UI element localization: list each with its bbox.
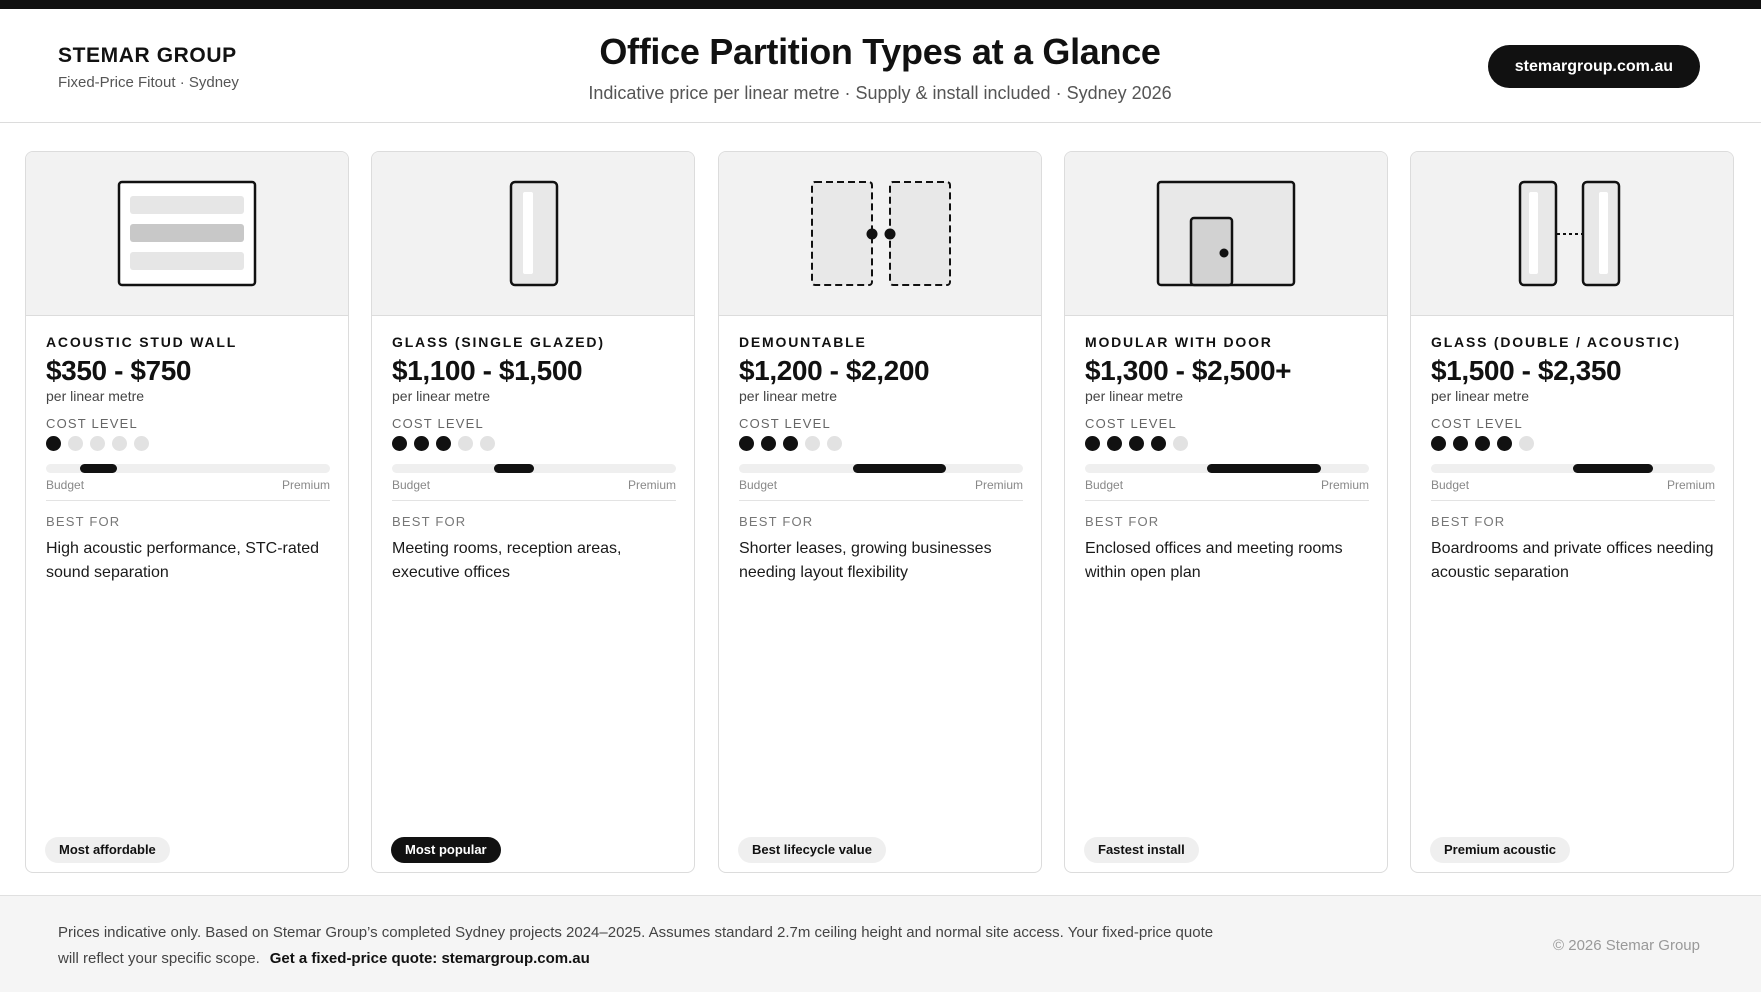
range-budget-label: Budget (1085, 478, 1124, 492)
cost-dot (1107, 436, 1122, 451)
price-range-fill (80, 464, 117, 473)
range-budget-label: Budget (46, 478, 85, 492)
cost-dot (134, 436, 149, 451)
range-premium-label: Premium (627, 478, 676, 492)
partition-card-demountable (718, 151, 1042, 873)
card-price-range: $1,100 - $1,500 (392, 355, 583, 386)
cost-level-dots (392, 436, 676, 452)
card-illustration-panel (372, 152, 694, 316)
best-for-label: BEST FOR (1085, 514, 1160, 529)
card-divider (739, 500, 1023, 501)
best-for-text: High acoustic performance, STC-rated sound separation (46, 540, 319, 581)
website-button[interactable]: stemargroup.com.au (1488, 45, 1700, 88)
cost-dot (436, 436, 451, 451)
price-range-fill (1207, 464, 1321, 473)
cost-dot (1173, 436, 1188, 451)
cost-dot (1475, 436, 1490, 451)
best-for-text: Shorter leases, growing businesses needing layout flexibility (739, 540, 992, 581)
range-premium-label: Premium (974, 478, 1023, 492)
cost-dot (827, 436, 842, 451)
card-badge: Fastest install (1084, 837, 1199, 863)
price-range-track (1085, 464, 1369, 473)
copyright-text: © 2026 Stemar Group (1553, 937, 1700, 954)
cost-dot (783, 436, 798, 451)
footer-quote-link[interactable]: Get a fixed-price quote: stemargroup.com.au (269, 950, 590, 967)
footer-disclaimer (58, 920, 1218, 972)
partition-card-modular-with-door (1064, 151, 1388, 873)
card-type-title: GLASS (DOUBLE / ACOUSTIC) (1431, 334, 1681, 350)
stud-wall-icon (26, 152, 349, 316)
cost-dot (805, 436, 820, 451)
range-budget-label: Budget (1431, 478, 1470, 492)
double-glass-icon (1411, 152, 1734, 316)
card-price-unit: per linear metre (46, 388, 145, 404)
range-premium-label: Premium (281, 478, 330, 492)
cost-level-label: COST LEVEL (1085, 416, 1177, 431)
range-premium-label: Premium (1666, 478, 1715, 492)
range-scale-labels (1431, 478, 1715, 494)
brand-tagline: Fixed-Price Fitout · Sydney (58, 74, 239, 91)
card-type-title: DEMOUNTABLE (739, 334, 867, 350)
card-body (46, 334, 330, 585)
card-price-range: $1,500 - $2,350 (1431, 355, 1622, 386)
brand-name: STEMAR GROUP (58, 44, 237, 67)
card-price-unit: per linear metre (739, 388, 838, 404)
price-range-track (1431, 464, 1715, 473)
cost-dot (68, 436, 83, 451)
cost-dot (1151, 436, 1166, 451)
card-body (1431, 334, 1715, 585)
card-divider (392, 500, 676, 501)
card-price-unit: per linear metre (1085, 388, 1184, 404)
partition-card-acoustic-stud-wall (25, 151, 349, 873)
cost-dot (1431, 436, 1446, 451)
cost-dot (1129, 436, 1144, 451)
card-badge: Best lifecycle value (738, 837, 886, 863)
cost-level-dots (46, 436, 330, 452)
card-type-title: ACOUSTIC STUD WALL (46, 334, 238, 350)
best-for-label: BEST FOR (392, 514, 467, 529)
card-badge: Most affordable (45, 837, 170, 863)
card-body (1085, 334, 1369, 585)
card-type-title: GLASS (SINGLE GLAZED) (392, 334, 605, 350)
cost-level-label: COST LEVEL (739, 416, 831, 431)
price-range-fill (494, 464, 534, 473)
cost-level-label: COST LEVEL (392, 416, 484, 431)
brand-block (58, 44, 239, 91)
card-body (739, 334, 1023, 585)
cost-level-label: COST LEVEL (46, 416, 138, 431)
card-body (392, 334, 676, 585)
price-range-fill (1573, 464, 1653, 473)
card-price-range: $1,200 - $2,200 (739, 355, 930, 386)
card-price-unit: per linear metre (1431, 388, 1530, 404)
cost-level-dots (1085, 436, 1369, 452)
cost-dot (414, 436, 429, 451)
cost-level-dots (739, 436, 1023, 452)
partition-card-glass-single (371, 151, 695, 873)
range-scale-labels (392, 478, 676, 494)
best-for-text: Meeting rooms, reception areas, executive offices (392, 540, 622, 581)
best-for-text: Enclosed offices and meeting rooms within open plan (1085, 540, 1343, 581)
card-price-range: $350 - $750 (46, 355, 192, 386)
range-scale-labels (46, 478, 330, 494)
cost-dot (1453, 436, 1468, 451)
cost-dot (480, 436, 495, 451)
best-for-label: BEST FOR (46, 514, 121, 529)
page-title: Office Partition Types at a Glance (599, 31, 1161, 72)
title-block (380, 31, 1380, 104)
top-accent-bar (0, 0, 1761, 9)
card-divider (46, 500, 330, 501)
range-budget-label: Budget (739, 478, 778, 492)
card-badge: Most popular (391, 837, 501, 863)
partition-cards (25, 151, 1736, 873)
best-for-label: BEST FOR (1431, 514, 1506, 529)
price-range-track (739, 464, 1023, 473)
demountable-icon (719, 152, 1042, 316)
footer-note-text: Prices indicative only. Based on Stemar Group’s completed Sydney projects 2024–2025. Assumes standard 2.7m ceiling height and normal site access. Your fixed-price quote will reflect your specific scope. (58, 924, 1214, 967)
cost-dot (392, 436, 407, 451)
card-illustration-panel (719, 152, 1041, 316)
modular-door-icon (1065, 152, 1388, 316)
card-divider (1431, 500, 1715, 501)
single-glass-icon (372, 152, 695, 316)
cost-dot (739, 436, 754, 451)
cost-dot (458, 436, 473, 451)
partition-card-glass-double (1410, 151, 1734, 873)
range-budget-label: Budget (392, 478, 431, 492)
range-premium-label: Premium (1320, 478, 1369, 492)
price-range-track (46, 464, 330, 473)
cost-dot (46, 436, 61, 451)
card-type-title: MODULAR WITH DOOR (1085, 334, 1273, 350)
best-for-label: BEST FOR (739, 514, 814, 529)
cost-dot (112, 436, 127, 451)
cost-dot (1497, 436, 1512, 451)
card-price-unit: per linear metre (392, 388, 491, 404)
cost-level-label: COST LEVEL (1431, 416, 1523, 431)
card-illustration-panel (1411, 152, 1733, 316)
page-footer (0, 895, 1761, 992)
cost-dot (1085, 436, 1100, 451)
page-header (0, 9, 1761, 123)
cost-dot (90, 436, 105, 451)
cost-dot (761, 436, 776, 451)
card-price-range: $1,300 - $2,500+ (1085, 355, 1292, 386)
card-divider (1085, 500, 1369, 501)
best-for-text: Boardrooms and private offices needing acoustic separation (1431, 540, 1714, 581)
range-scale-labels (739, 478, 1023, 494)
range-scale-labels (1085, 478, 1369, 494)
price-range-fill (853, 464, 947, 473)
price-range-track (392, 464, 676, 473)
card-illustration-panel (26, 152, 348, 316)
card-illustration-panel (1065, 152, 1387, 316)
page-subtitle: Indicative price per linear metre · Supply & install included · Sydney 2026 (588, 83, 1172, 103)
cost-dot (1519, 436, 1534, 451)
card-badge: Premium acoustic (1430, 837, 1570, 863)
cost-level-dots (1431, 436, 1715, 452)
